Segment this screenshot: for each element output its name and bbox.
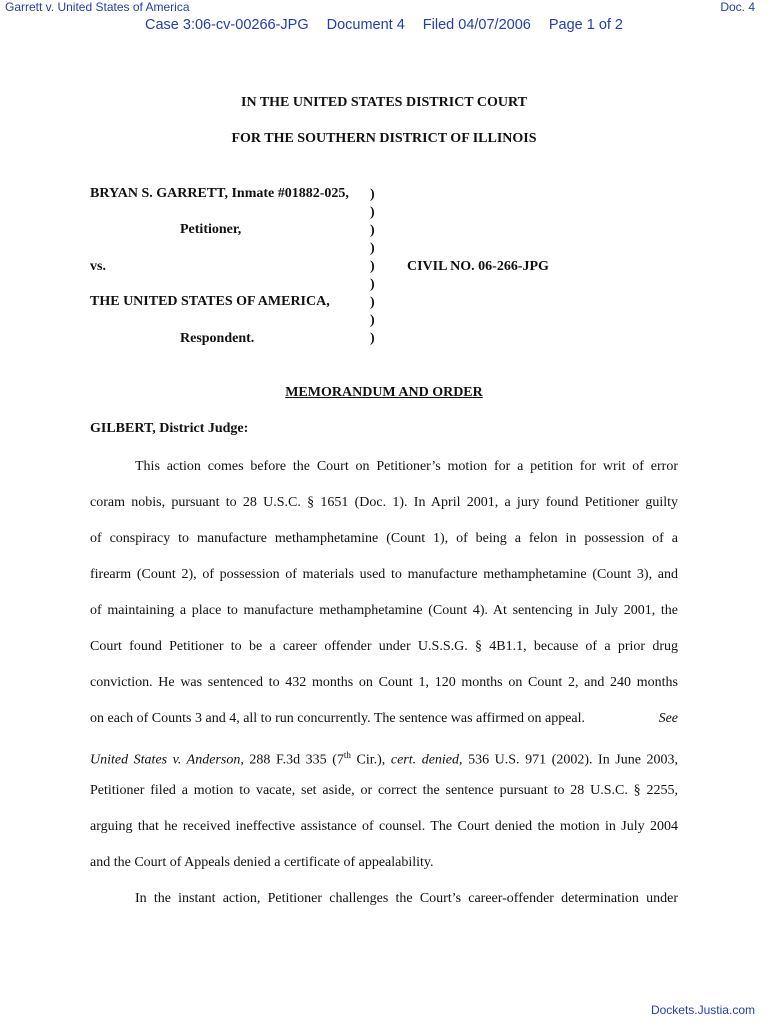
petitioner-name: BRYAN S. GARRETT, Inmate #01882-025, [90,186,349,201]
filed-date: Filed 04/07/2006 [422,17,531,33]
body-line: arguing that he received ineffective assistance of counsel. The Court denied the motion in July 2004 [90,819,678,834]
caption-parentheses: ) ) ) ) ) ) ) ) ) [370,187,375,346]
respondent-name: THE UNITED STATES OF AMERICA, [90,294,330,309]
see-signal: See [658,711,678,726]
document-number: Document 4 [326,17,405,33]
body-paragraph-2 [90,881,678,917]
memorandum-title: MEMORANDUM AND ORDER [285,385,483,400]
body-line: firearm (Count 2), of possession of materials used to manufacture methamphetamine (Count 3), and [90,567,678,582]
body-line-with-see [90,701,678,737]
case-title-link[interactable]: Garrett v. United States of America [5,0,190,14]
versus: vs. [90,259,106,274]
body-line: and the Court of Appeals denied a certificate of appealability. [90,855,434,870]
petitioner-role: Petitioner, [180,222,242,237]
citation-line: United States v. Anderson, 288 F.3d 335 (7th Cir.), cert. denied, 536 U.S. 971 (2002). In June 2003, [90,750,678,768]
respondent-role: Respondent. [180,331,255,346]
page-indicator: Page 1 of 2 [548,17,623,33]
body-paragraph-1 [90,449,678,881]
case-header-stamp [0,17,768,33]
doc-number-link[interactable]: Doc. 4 [720,0,755,14]
body-line: In the instant action, Petitioner challenges the Court’s career-offender determination under [135,891,678,906]
judge-line: GILBERT, District Judge: [90,421,249,436]
body-line: coram nobis, pursuant to 28 U.S.C. § 1651 (Doc. 1). In April 2001, a jury found Petitioner guilty [90,495,678,510]
civil-number: CIVIL NO. 06-266-JPG [407,259,549,274]
body-line: of maintaining a place to manufacture methamphetamine (Count 4). At sentencing in July 2001, the [90,603,678,618]
body-line: on each of Counts 3 and 4, all to run concurrently. The sentence was affirmed on appeal. [90,711,586,726]
court-name: IN THE UNITED STATES DISTRICT COURT [241,95,527,110]
body-line: Court found Petitioner to be a career offender under U.S.S.G. § 4B1.1, because of a prior drug [90,639,678,654]
case-number: Case 3:06-cv-00266-JPG [145,17,309,33]
body-line: This action comes before the Court on Petitioner’s motion for a petition for writ of error [135,459,678,474]
district-name: FOR THE SOUTHERN DISTRICT OF ILLINOIS [231,131,537,146]
body-line: Petitioner filed a motion to vacate, set aside, or correct the sentence pursuant to 28 U.S.C. § 2255, [90,783,678,798]
body-line: conviction. He was sentenced to 432 months on Count 1, 120 months on Count 2, and 240 months [90,675,678,690]
body-line: of conspiracy to manufacture methamphetamine (Count 1), of being a felon in possession of a [90,531,678,546]
justia-footer-link[interactable]: Dockets.Justia.com [650,1003,755,1017]
